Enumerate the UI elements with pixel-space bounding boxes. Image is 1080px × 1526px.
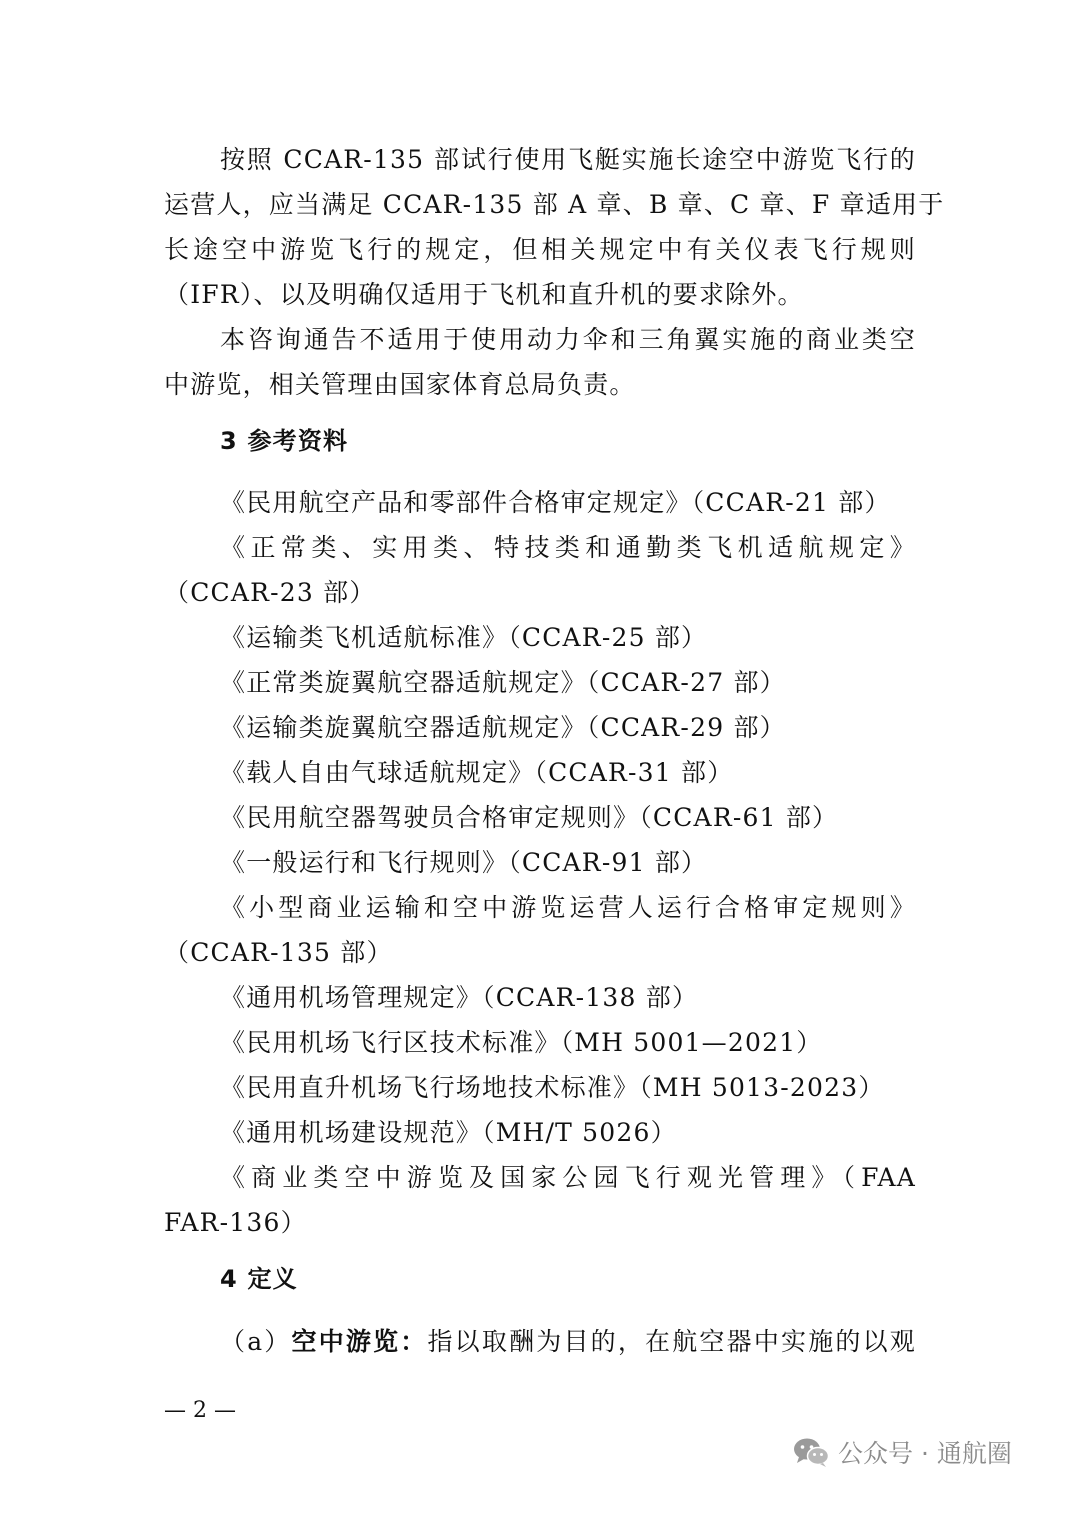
- page-number: — 2 —: [164, 1398, 236, 1423]
- definition-prefix: （a）: [220, 1327, 292, 1356]
- reference-item: 《载人自由气球适航规定》（CCAR-31 部）: [220, 758, 734, 787]
- reference-item: 《运输类旋翼航空器适航规定》（CCAR-29 部）: [220, 713, 786, 742]
- reference-item: 《民用机场飞行区技术标准》（MH 5001—2021）: [220, 1028, 823, 1057]
- definition-term: 空中游览：: [291, 1327, 428, 1356]
- wechat-icon: [792, 1436, 830, 1468]
- section-heading: 4 定义: [220, 1265, 298, 1293]
- reference-item: 《通用机场建设规范》（MH/T 5026）: [220, 1118, 677, 1147]
- definition-text: 指以取酬为目的，在航空器中实施的以观: [427, 1327, 916, 1356]
- reference-item: （CCAR-135 部）: [164, 938, 393, 967]
- paragraph-line: 长途空中游览飞行的规定，但相关规定中有关仪表飞行规则: [164, 235, 916, 264]
- reference-item: 《一般运行和飞行规则》（CCAR-91 部）: [220, 848, 708, 877]
- section-heading: 3 参考资料: [220, 427, 349, 455]
- reference-item: 《运输类飞机适航标准》（CCAR-25 部）: [220, 623, 708, 652]
- reference-item: （CCAR-23 部）: [164, 578, 376, 607]
- paragraph-line: 中游览，相关管理由国家体育总局负责。: [164, 370, 636, 399]
- reference-item: 《民用直升机场飞行场地技术标准》（MH 5013-2023）: [220, 1073, 885, 1102]
- paragraph-line: （IFR）、以及明确仅适用于飞机和直升机的要求除外。: [164, 280, 804, 309]
- definition-item: [220, 1325, 916, 1359]
- paragraph-line: 按照 CCAR-135 部试行使用飞艇实施长途空中游览飞行的: [220, 145, 916, 174]
- reference-item: 《正常类、实用类、特技类和通勤类飞机适航规定》: [220, 533, 916, 562]
- watermark-text: 公众号 · 通航圈: [838, 1439, 1012, 1468]
- paragraph-line: 本咨询通告不适用于使用动力伞和三角翼实施的商业类空: [220, 325, 916, 354]
- paragraph-line: 运营人，应当满足 CCAR-135 部 A 章、B 章、C 章、F 章适用于: [164, 190, 945, 219]
- reference-item: 《通用机场管理规定》（CCAR-138 部）: [220, 983, 699, 1012]
- reference-item: 《商业类空中游览及国家公园飞行观光管理》（FAA: [220, 1163, 916, 1192]
- reference-item: 《正常类旋翼航空器适航规定》（CCAR-27 部）: [220, 668, 786, 697]
- reference-item: 《小型商业运输和空中游览运营人运行合格审定规则》: [220, 893, 916, 922]
- watermark: [792, 1432, 1012, 1472]
- reference-item: 《民用航空器驾驶员合格审定规则》（CCAR-61 部）: [220, 803, 839, 832]
- reference-item: 《民用航空产品和零部件合格审定规定》（CCAR-21 部）: [220, 488, 891, 517]
- reference-item: FAR-136）: [164, 1208, 307, 1237]
